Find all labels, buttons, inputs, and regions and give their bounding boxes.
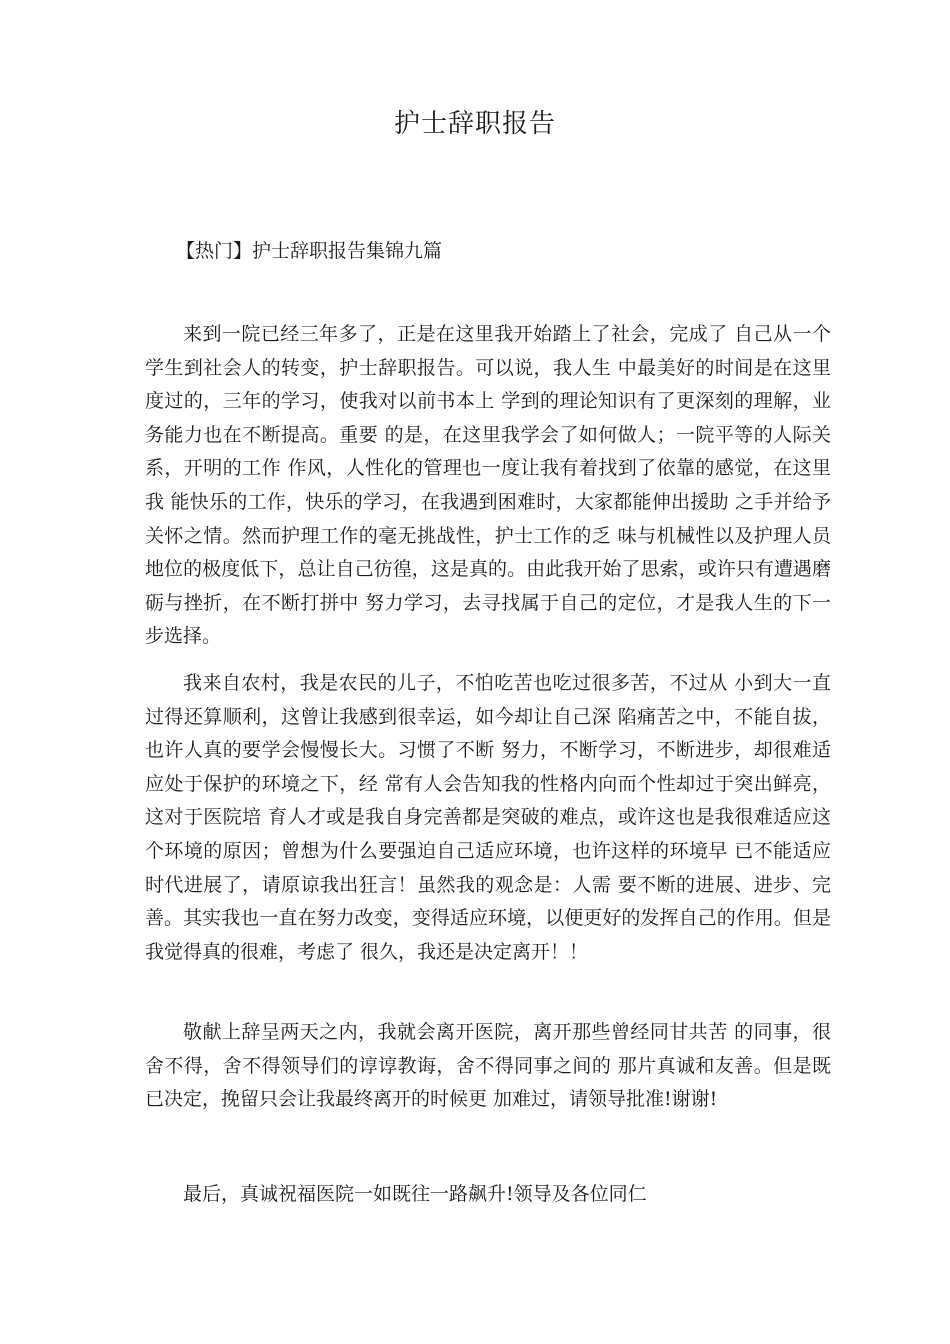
body-paragraph-1: 来到一院已经三年多了，正是在这里我开始踏上了社会，完成了 自己从一个学生到社会人的转变，护士辞职报告。可以说，我人生 中最美好的时间是在这里度过的，三年的学习，使我对以前书本上 学到的理论知识有了更深刻的理解，业务能力也在不断提高。重要 的是，在这里我学会了如何做人；一院平等的人际关系，开明的工作 作风，人性化的管理也一度让我有着找到了依靠的感觉，在这里我 能快乐的工作，快乐的学习，在我遇到困难时，大家都能伸出援助 之手并给予关怀之情。然而护理工作的毫无挑战性，护士工作的乏 味与机械性以及护理人员地位的极度低下，总让自己彷徨，这是真的。由此我开始了思索，或许只有遭遇磨砺与挫折，在不断打拼中 努力学习，去寻找属于自己的定位，才是我人生的下一步选择。 — [145, 323, 831, 648]
document-title: 护士辞职报告 — [393, 109, 556, 139]
body-paragraph-3: 敬献上辞呈两天之内，我就会离开医院，离开那些曾经同甘共苦 的同事，很舍不得，舍不得领导们的谆谆教诲，舍不得同事之间的 那片真诚和友善。但是既已决定，挽留只会让我最终离开的时候更 加难过，请领导批准!谢谢! — [145, 1021, 831, 1111]
document-subtitle: 【热门】护士辞职报告集锦九篇 — [176, 240, 443, 262]
body-paragraph-4: 最后，真诚祝福医院一如既往一路飙升!领导及各位同仁 — [183, 1183, 647, 1205]
body-paragraph-2: 我来自农村，我是农民的儿子，不怕吃苦也吃过很多苦，不过从 小到大一直过得还算顺利，这曾让我感到很幸运，如今却让自己深 陷痛苦之中，不能自拔，也许人真的要学会慢慢长大。习惯了不断 努力，不断学习，不断进步，却很难适应处于保护的环境之下，经 常有人会告知我的性格内向而个性却过于突出鲜亮，这对于医院培 育人才或是我自身完善都是突破的难点，或许这也是我很难适应这 个环境的原因；曾想为什么要强迫自己适应环境，也许这样的环境早 已不能适应时代进展了，请原谅我出狂言！虽然我的观念是：人需 要不断的进展、进步、完善。其实我也一直在努力改变，变得适应环境，以便更好的发挥自己的作用。但是我觉得真的很难，考虑了 很久，我还是决定离开！！ — [145, 672, 831, 963]
